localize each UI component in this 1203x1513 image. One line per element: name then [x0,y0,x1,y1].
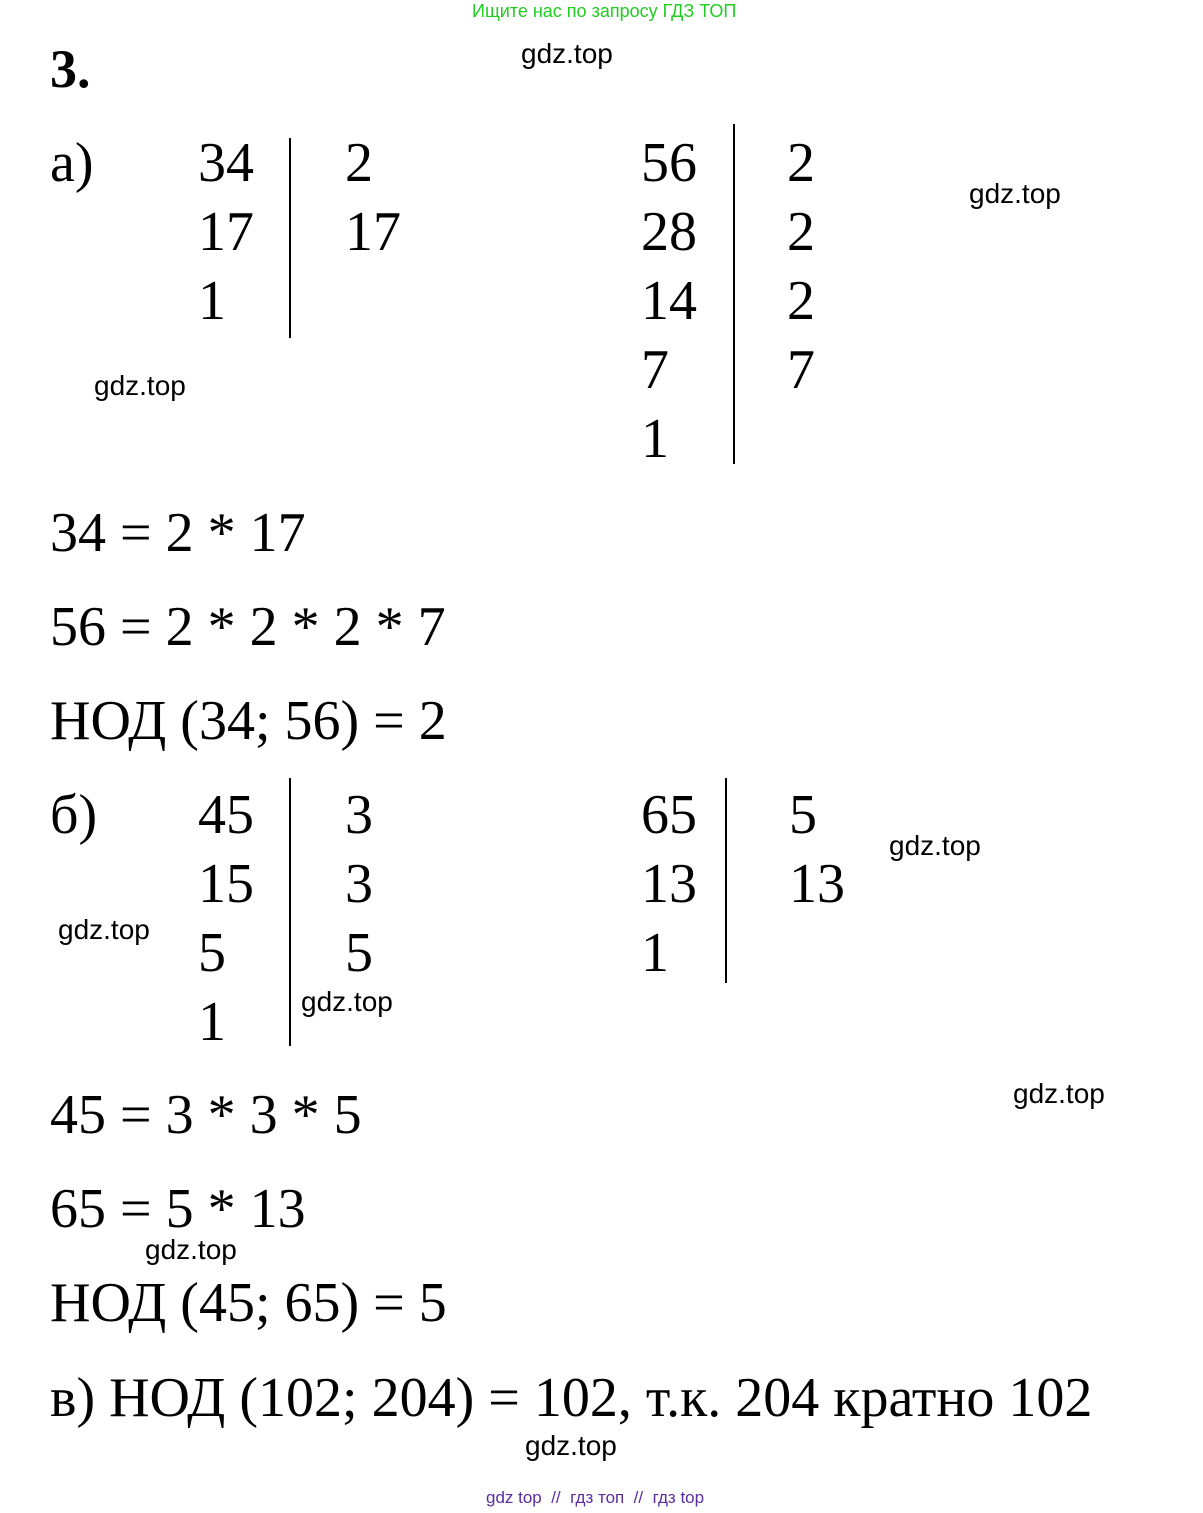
factor-dividend: 15 [198,853,254,915]
factor-divider-line [289,778,291,1046]
watermark: gdz.top [94,370,186,401]
factorization-equation: 45 = 3 * 3 * 5 [50,1084,362,1146]
prime-factor: 2 [787,201,815,263]
watermark: gdz.top [145,1234,237,1265]
factor-dividend: 1 [198,991,226,1053]
factor-dividend: 7 [641,339,669,401]
factor-dividend: 65 [641,784,697,846]
prime-factor: 13 [789,853,845,915]
watermark: gdz.top [889,830,981,861]
factor-dividend: 56 [641,132,697,194]
task-number: 3. [50,39,91,99]
factor-dividend: 1 [198,270,226,332]
factor-dividend: 17 [198,201,254,263]
factor-dividend: 28 [641,201,697,263]
gcd-result: НОД (34; 56) = 2 [50,690,447,752]
watermark: gdz.top [301,986,393,1017]
prime-factor: 5 [345,922,373,984]
factor-divider-line [289,138,291,338]
factor-divider-line [733,124,735,464]
gcd-result: НОД (45; 65) = 5 [50,1272,447,1334]
factor-divider-line [725,778,727,983]
factor-dividend: 13 [641,853,697,915]
prime-factor: 2 [787,132,815,194]
footer-links[interactable]: gdz top // гдз топ // гдз top [486,1488,705,1507]
prime-factor: 3 [345,784,373,846]
factor-dividend: 1 [641,408,669,470]
watermark: gdz.top [521,38,613,69]
top-banner[interactable]: Ищите нас по запросу ГДЗ ТОП [472,1,737,21]
prime-factor: 3 [345,853,373,915]
factorization-equation: 56 = 2 * 2 * 2 * 7 [50,596,446,658]
watermark: gdz.top [1013,1078,1105,1109]
factorization-equation: 65 = 5 * 13 [50,1178,306,1240]
part-c-statement: в) НОД (102; 204) = 102, т.к. 204 кратно 102 [50,1367,1093,1429]
prime-factor: 7 [787,339,815,401]
watermark: gdz.top [58,914,150,945]
factor-dividend: 1 [641,922,669,984]
prime-factor: 2 [345,132,373,194]
watermark: gdz.top [969,178,1061,209]
watermark: gdz.top [525,1430,617,1461]
prime-factor: 5 [789,784,817,846]
factor-dividend: 34 [198,132,254,194]
factorization-equation: 34 = 2 * 17 [50,502,306,564]
prime-factor: 17 [345,201,401,263]
factor-dividend: 14 [641,270,697,332]
part-b-label: б) [50,784,98,846]
part-a-label: а) [50,132,94,194]
prime-factor: 2 [787,270,815,332]
factor-dividend: 45 [198,784,254,846]
factor-dividend: 5 [198,922,226,984]
